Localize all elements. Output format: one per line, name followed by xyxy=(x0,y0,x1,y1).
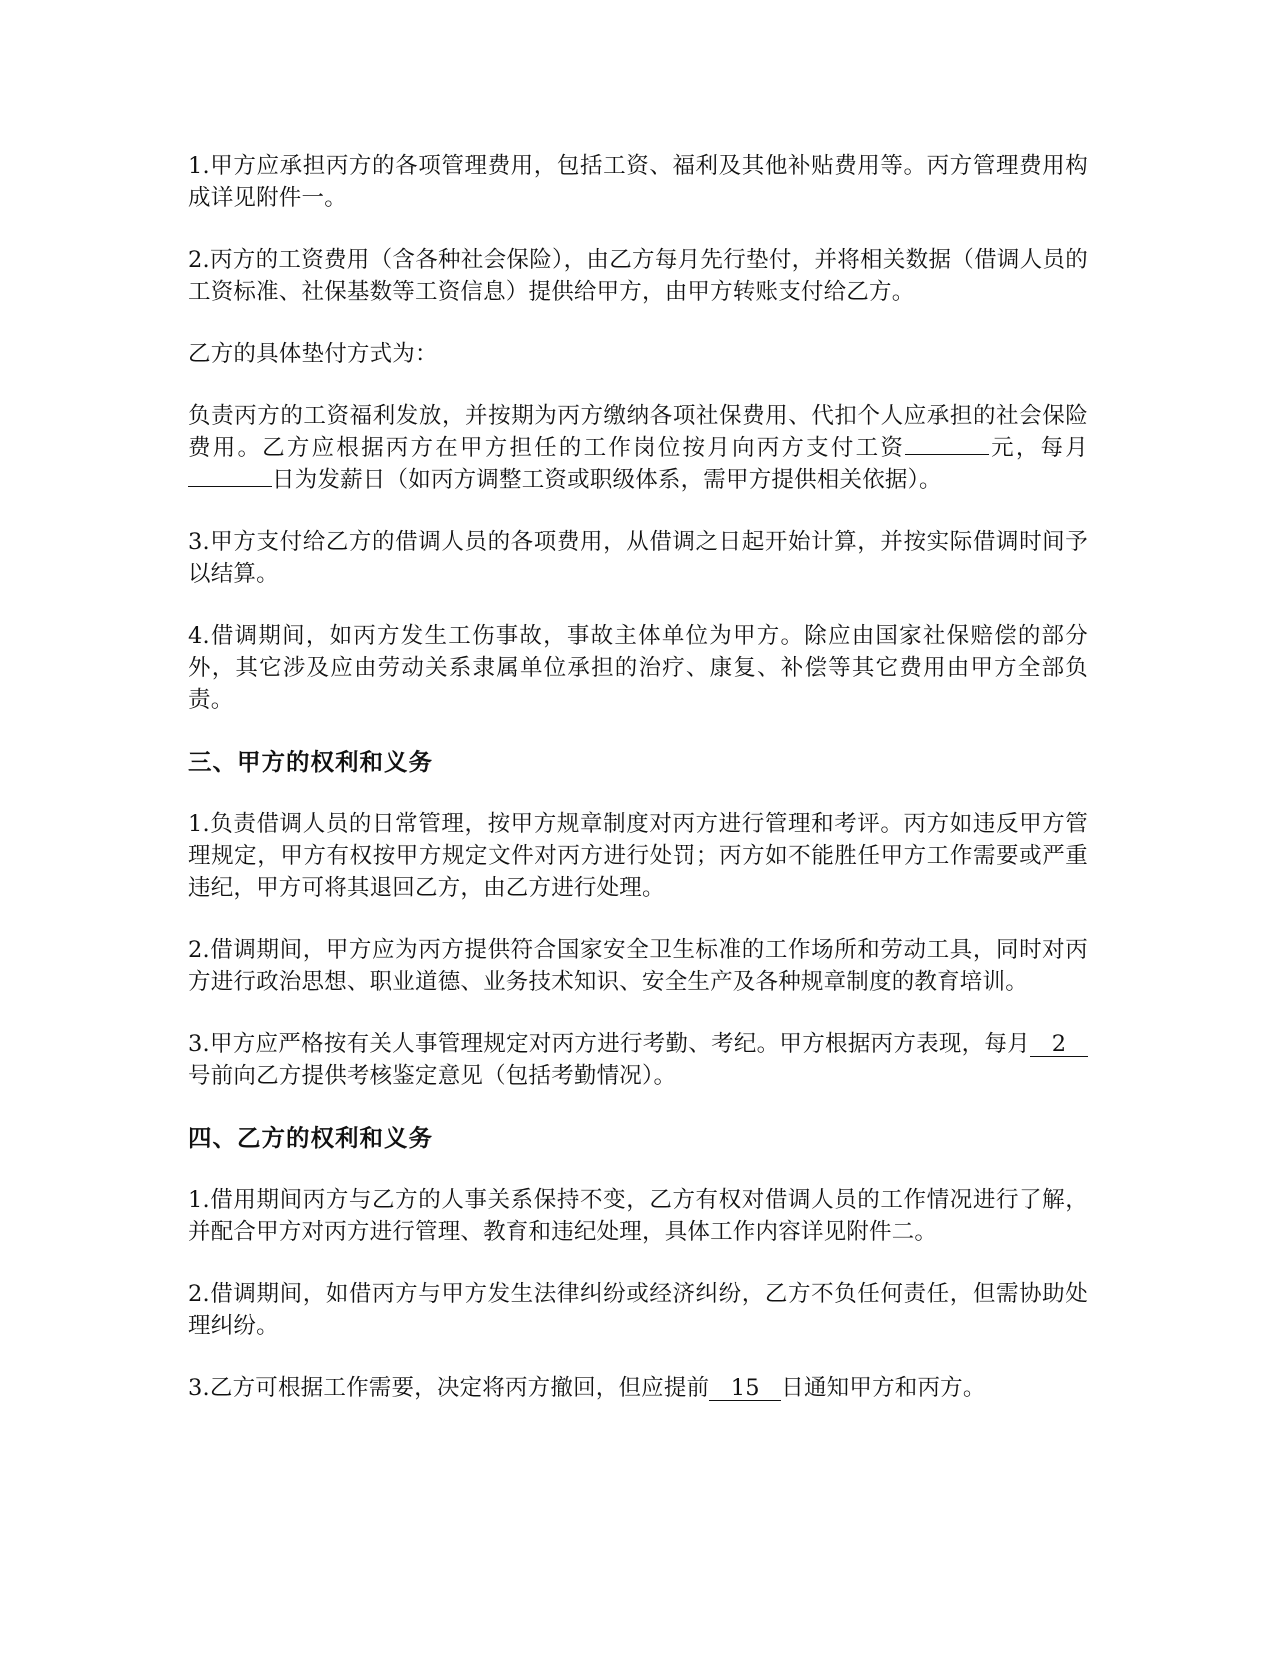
clause-3-3-text-a: 3.甲方应严格按有关人事管理规定对丙方进行考勤、考纪。甲方根据丙方表现，每月 xyxy=(188,1031,1030,1057)
advance-payment-text-c: 日为发薪日（如丙方调整工资或职级体系，需甲方提供相关依据）。 xyxy=(272,467,942,493)
clause-2-4: 4.借调期间，如丙方发生工伤事故，事故主体单位为甲方。除应由国家社保赔偿的部分外，其它涉及应由劳动关系隶属单位承担的治疗、康复、补偿等其它费用由甲方全部负责。 xyxy=(188,623,1088,713)
advance-payment-text-b: 元，每月 xyxy=(989,435,1088,461)
clause-2-2: 2.丙方的工资费用（含各种社会保险），由乙方每月先行垫付，并将相关数据（借调人员的工资标准、社保基数等工资信息）提供给甲方，由甲方转账支付给乙方。 xyxy=(188,247,1088,305)
salary-amount-blank xyxy=(905,454,989,455)
section-3-heading: 三、甲方的权利和义务 xyxy=(188,748,433,776)
evaluation-day-blank: 2 xyxy=(1030,1032,1088,1057)
advance-payment-details xyxy=(188,400,1088,496)
advance-payment-intro: 乙方的具体垫付方式为： xyxy=(188,341,438,367)
clause-2-3: 3.甲方支付给乙方的借调人员的各项费用，从借调之日起开始计算，并按实际借调时间予以结算。 xyxy=(188,529,1088,587)
clause-4-2: 2.借调期间，如借丙方与甲方发生法律纠纷或经济纠纷，乙方不负任何责任，但需协助处理纠纷。 xyxy=(188,1281,1088,1339)
clause-4-3 xyxy=(188,1372,1088,1404)
clause-4-1: 1.借用期间丙方与乙方的人事关系保持不变，乙方有权对借调人员的工作情况进行了解，并配合甲方对丙方进行管理、教育和违纪处理，具体工作内容详见附件二。 xyxy=(188,1187,1088,1245)
clause-3-1: 1.负责借调人员的日常管理，按甲方规章制度对丙方进行管理和考评。丙方如违反甲方管理规定，甲方有权按甲方规定文件对丙方进行处罚；丙方如不能胜任甲方工作需要或严重违纪，甲方可将其退回乙方，由乙方进行处理。 xyxy=(188,811,1088,901)
clause-3-3-text-b: 号前向乙方提供考核鉴定意见（包括考勤情况）。 xyxy=(188,1063,677,1089)
section-4-heading: 四、乙方的权利和义务 xyxy=(188,1124,433,1152)
clause-4-3-text-a: 3.乙方可根据工作需要，决定将丙方撤回，但应提前 xyxy=(188,1375,710,1401)
clause-4-3-text-b: 日通知甲方和丙方。 xyxy=(781,1375,986,1401)
payday-blank xyxy=(188,486,272,487)
clause-3-3 xyxy=(188,1028,1088,1092)
clause-2-1: 1.甲方应承担丙方的各项管理费用，包括工资、福利及其他补贴费用等。丙方管理费用构成详见附件一。 xyxy=(188,153,1088,211)
clause-3-2: 2.借调期间，甲方应为丙方提供符合国家安全卫生标准的工作场所和劳动工具，同时对丙方进行政治思想、职业道德、业务技术知识、安全生产及各种规章制度的教育培训。 xyxy=(188,937,1088,995)
document-page xyxy=(188,150,1088,1434)
notice-days-blank: 15 xyxy=(709,1376,781,1401)
advance-payment-text-a: 负责丙方的工资福利发放，并按期为丙方缴纳各项社保费用、代扣个人应承担的社会保险费用。乙方应根据丙方在甲方担任的工作岗位按月向丙方支付工资 xyxy=(188,403,1088,461)
